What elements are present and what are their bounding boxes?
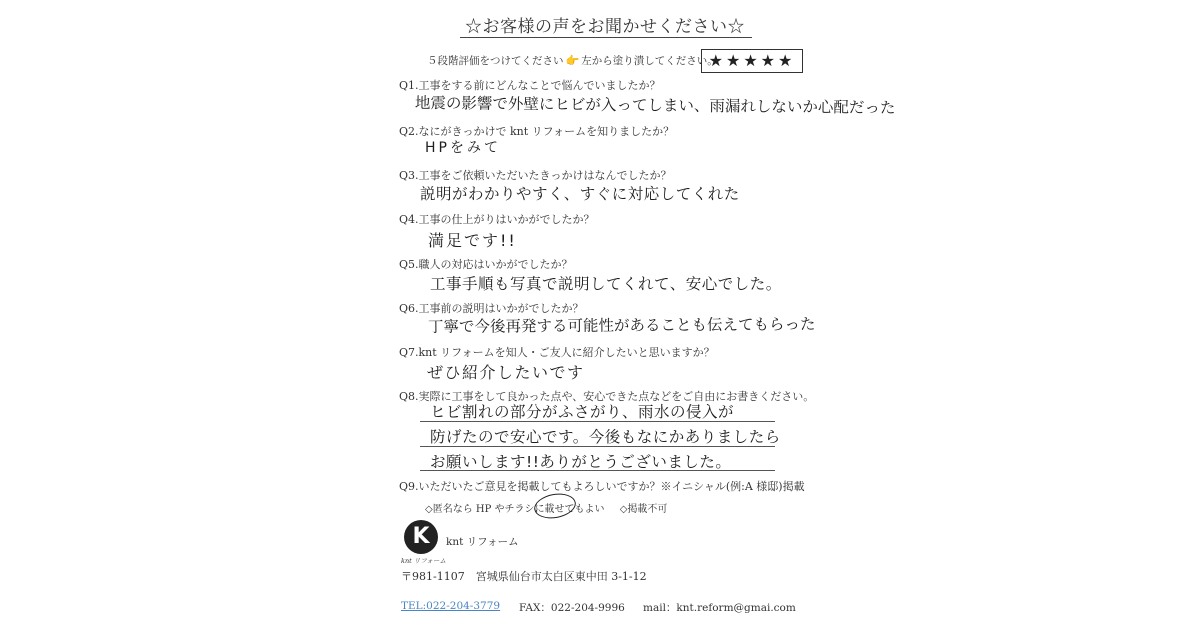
fax-number: FAX：022-204-9996 bbox=[519, 602, 625, 614]
answer-5: 工事手順も写真で説明してくれて、安心でした。 bbox=[430, 275, 782, 293]
knt-logo-icon: K bbox=[404, 520, 438, 554]
pointing-hand-icon: 👉 bbox=[565, 54, 580, 67]
company-address: 〒981-1107 宮城県仙台市太白区東中田 3-1-12 bbox=[401, 570, 647, 583]
rating-instruction-after: 左から塗り潰してください。 bbox=[581, 55, 718, 67]
rating-instruction-text: ５段階評価をつけてください bbox=[427, 55, 564, 67]
answer-8-line-3: お願いします!!ありがとうございました。 bbox=[430, 453, 732, 471]
answer-4: 満足です!! bbox=[428, 231, 517, 250]
question-7: Q7.knt リフォームを知人・ご友人に紹介したいと思いますか？ bbox=[399, 346, 715, 359]
star-rating: ★★★★★ bbox=[701, 49, 803, 73]
email-address: mail：knt.reform@gmai.com bbox=[643, 602, 796, 614]
handwritten-circle-mark bbox=[532, 491, 578, 522]
question-1: Q1.工事をする前にどんなことで悩んでいましたか？ bbox=[399, 79, 661, 92]
answer-3: 説明がわかりやすく、すぐに対応してくれた bbox=[420, 185, 740, 203]
answer-7: ぜひ紹介したいです bbox=[427, 363, 585, 382]
q9-option-anonymous: ◇匿名なら HP やチラシに載せてもよい bbox=[425, 504, 605, 515]
tel-link[interactable]: TEL:022-204-3779 bbox=[401, 600, 501, 612]
question-9: Q9.いただいたご意見を掲載してもよろしいですか？※イニシャル(例:A 様邸)掲載 bbox=[399, 480, 805, 493]
q9-option-no-publish: ◇掲載不可 bbox=[619, 504, 668, 515]
question-8: Q8.実際に工事をして良かった点や、安心できた点などをご自由にお書きください。 bbox=[399, 390, 815, 403]
question-6: Q6.工事前の説明はいかがでしたか？ bbox=[399, 302, 584, 315]
answer-8-line-1: ヒビ割れの部分がふさがり、雨水の侵入が bbox=[430, 403, 735, 421]
page-title: ☆お客様の声をお聞かせください☆ bbox=[465, 17, 745, 37]
question-5: Q5.職人の対応はいかがでしたか？ bbox=[399, 258, 573, 271]
rating-instruction bbox=[427, 53, 718, 68]
question-2: Q2.なにがきっかけで knt リフォームを知りましたか？ bbox=[399, 125, 675, 138]
logo-caption: knt リフォーム bbox=[401, 557, 446, 565]
answer-6: 丁寧で今後再発する可能性があることも伝えてもらった bbox=[427, 315, 816, 336]
answer-8-rule-2 bbox=[420, 446, 775, 447]
answer-8-line-2: 防げたので安心です。今後もなにかありましたら bbox=[430, 428, 781, 446]
answer-8-rule-1 bbox=[420, 421, 775, 422]
answer-2: HPをみて bbox=[425, 140, 501, 156]
title-underline bbox=[460, 37, 752, 38]
answer-8-rule-3 bbox=[420, 470, 775, 471]
answer-1: 地震の影響で外壁にヒビが入ってしまい、雨漏れしないか心配だった bbox=[414, 94, 896, 118]
company-name: knt リフォーム bbox=[446, 536, 519, 548]
question-3: Q3.工事をご依頼いただいたきっかけはなんでしたか？ bbox=[399, 169, 672, 182]
question-4: Q4.工事の仕上がりはいかがでしたか？ bbox=[399, 213, 595, 226]
